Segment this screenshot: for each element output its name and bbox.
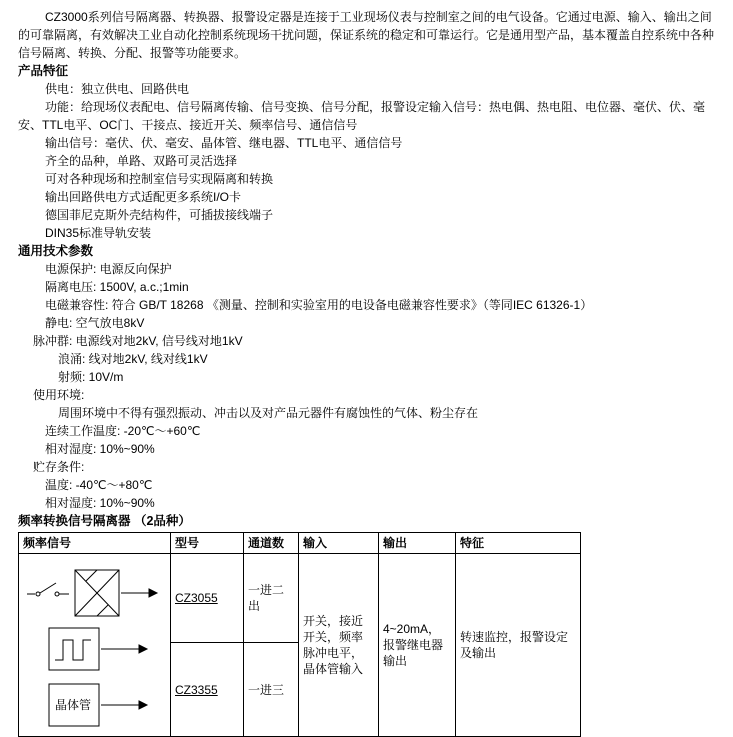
switch-symbol: [27, 583, 69, 596]
feature-line: 供电：独立供电、回路供电: [45, 82, 190, 96]
feature-line: DIN35标准导轨安装: [45, 226, 152, 240]
feature-cell: 转速监控，报警设定及输出: [456, 554, 581, 737]
col-header-input: 输入: [299, 533, 379, 554]
tech-line: 周围环境中不得有强烈振动、冲击以及对产品元器件有腐蚀性的气体、粉尘存在: [58, 406, 479, 420]
frequency-signal-diagram-cell: [19, 554, 171, 737]
feature-line: 功能：给现场仪表配电、信号隔离传输、信号变换、信号分配，报警设定输入信号：热电偶、热电阻、电位器、毫伏、伏、毫安、TTL电平、OC门、干接点、接近开关、频率信号、通信信号: [18, 100, 706, 132]
tech-line: 贮存条件:: [33, 460, 85, 474]
tech-line: 电源保护: 电源反向保护: [45, 262, 172, 276]
isolator-table: [18, 532, 581, 737]
section-heading-features: 产品特征: [18, 64, 69, 78]
transistor-label: 晶体管: [55, 698, 92, 712]
table-row: [19, 554, 581, 643]
model-link-cz3355[interactable]: CZ3355: [175, 682, 218, 697]
tech-line: 浪涌: 线对地2kV, 线对线1kV: [58, 352, 208, 366]
circuit-diagram: [23, 556, 165, 734]
col-header-feature: 特征: [456, 533, 581, 554]
tech-line: 隔离电压: 1500V, a.c.;1min: [45, 280, 189, 294]
col-header-model: 型号: [171, 533, 244, 554]
channels-cell: 一进三: [244, 643, 299, 737]
model-cell: [171, 643, 244, 737]
tech-line: 相对湿度: 10%~90%: [45, 496, 155, 510]
output-cell: 4~20mA，报警继电器输出: [379, 554, 456, 737]
tech-line: 射频: 10V/m: [58, 370, 124, 384]
feature-line: 输出信号：毫伏、伏、毫安、晶体管、继电器、TTL电平、通信信号: [45, 136, 403, 150]
feature-line: 齐全的品种，单路、双路可灵活选择: [45, 154, 238, 168]
feature-line: 输出回路供电方式适配更多系统I/O卡: [45, 190, 242, 204]
channels-cell: 一进二出: [244, 554, 299, 643]
col-header-signal: 频率信号: [19, 533, 171, 554]
intro-paragraph: CZ3000系列信号隔离器、转换器、报警设定器是连接于工业现场仪表与控制室之间的电气设备。它通过电源、输入、输出之间的可靠隔离，有效解决工业自动化控制系统现场干扰问题，保证系统的稳定和可靠运行。它是通用型产品，基本覆盖自控系统中各种信号隔离、转换、分配、报警等功能要求。: [18, 10, 715, 60]
tech-line: 相对湿度: 10%~90%: [45, 442, 155, 456]
col-header-output: 输出: [379, 533, 456, 554]
arrow-icon: [101, 701, 147, 709]
section-heading-isolator: 频率转换信号隔离器 （2品种）: [18, 514, 191, 528]
model-link-cz3055[interactable]: CZ3055: [175, 591, 218, 606]
tech-line: 脉冲群: 电源线对地2kV, 信号线对地1kV: [33, 334, 243, 348]
arrow-icon: [121, 589, 157, 597]
table-header-row: [19, 533, 581, 554]
tech-line: 温度: -40℃～+80℃: [45, 478, 153, 492]
model-cell: [171, 554, 244, 643]
col-header-channels: 通道数: [244, 533, 299, 554]
bridge-symbol: [75, 570, 119, 616]
input-cell: 开关，接近开关，频率脉冲电平，晶体管输入: [299, 554, 379, 737]
feature-line: 德国菲尼克斯外壳结构件，可插拔接线端子: [45, 208, 274, 222]
tech-line: 连续工作温度: -20℃～+60℃: [45, 424, 201, 438]
section-heading-tech: 通用技术参数: [18, 244, 94, 258]
tech-line: 电磁兼容性: 符合 GB/T 18268 《测量、控制和实验室用的电设备电磁兼容性要求》（等同IEC 61326-1）: [45, 298, 593, 312]
tech-line: 静电: 空气放电8kV: [45, 316, 145, 330]
square-wave-symbol: [49, 628, 99, 670]
tech-line: 使用环境:: [33, 388, 85, 402]
arrow-icon: [101, 645, 147, 653]
feature-line: 可对各种现场和控制室信号实现隔离和转换: [45, 172, 274, 186]
